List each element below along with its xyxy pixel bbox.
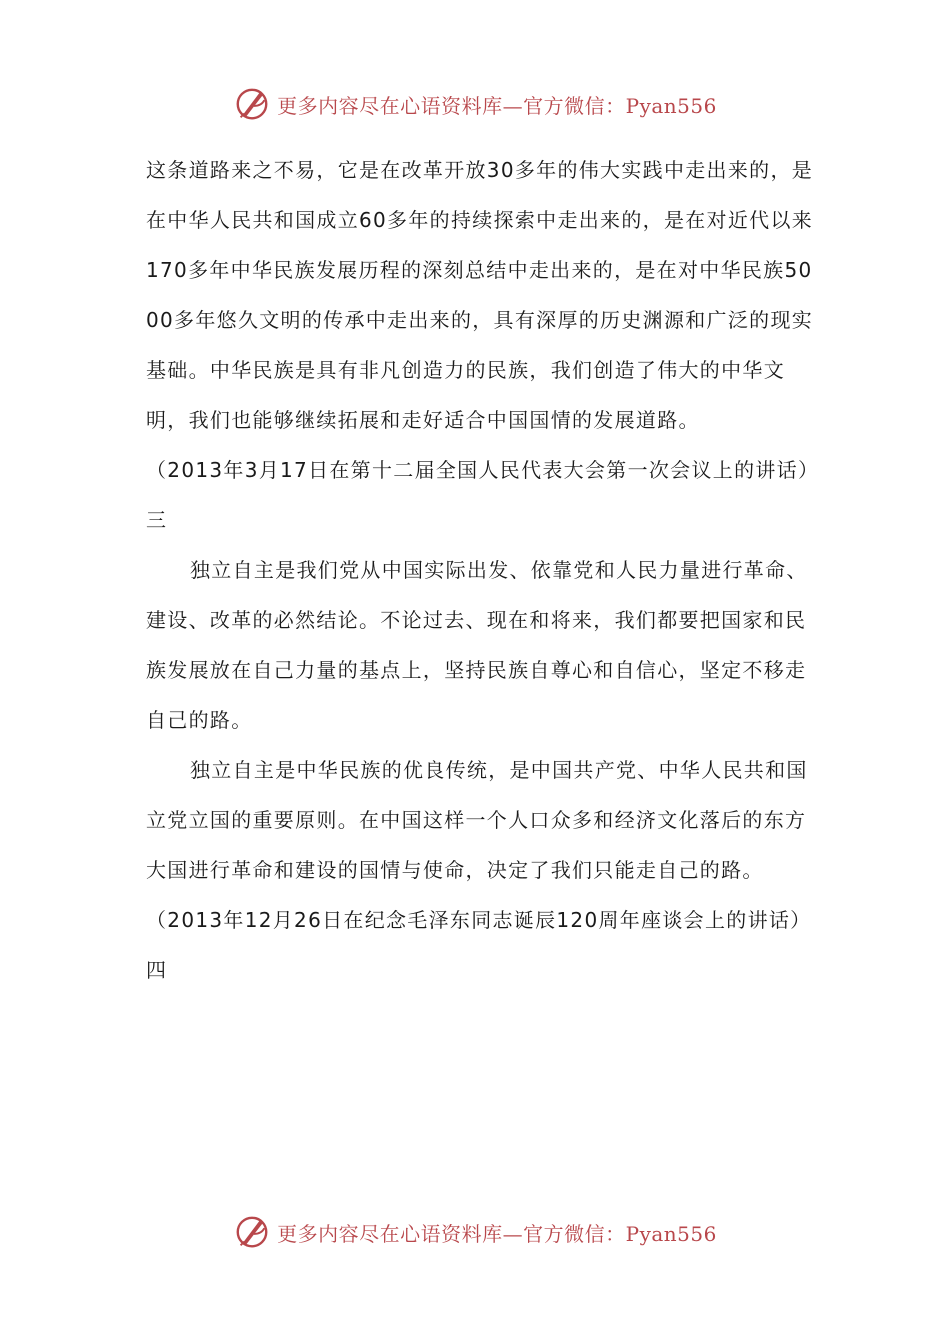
source-citation-2: （2013年12月26日在纪念毛泽东同志诞辰120周年座谈会上的讲话） <box>146 908 812 932</box>
section-heading-3: 三 <box>146 508 168 532</box>
paragraph-road: 这条道路来之不易，它是在改革开放30多年的伟大实践中走出来的，是在中华人民共和国成立60多年的持续探索中走出来的，是在对近代以来170多年中华民族发展历程的深刻总结中走出来的，是在对中华民族5000多年悠久文明的传承中走出来的，具有深厚的历史渊源和广泛的现实基础。中华民族是具有非凡创造力的民族，我们创造了伟大的中华文明，我们也能够继续拓展和走好适合中国国情的发展道路。 <box>146 158 814 432</box>
source-citation-1: （2013年3月17日在第十二届全国人民代表大会第一次会议上的讲话） <box>146 458 820 482</box>
header-banner <box>0 82 950 126</box>
quill-logo-icon <box>233 1213 271 1251</box>
document-body <box>146 145 826 995</box>
footer-banner <box>0 1210 950 1254</box>
quill-logo-icon <box>233 85 271 123</box>
footer-banner-text: 更多内容尽在心语资料库—官方微信：Pyan556 <box>277 1221 717 1246</box>
paragraph-independence-1: 独立自主是我们党从中国实际出发、依靠党和人民力量进行革命、建设、改革的必然结论。不论过去、现在和将来，我们都要把国家和民族发展放在自己力量的基点上，坚持民族自尊心和自信心，坚定不移走自己的路。 <box>146 558 808 732</box>
section-heading-4: 四 <box>146 958 168 982</box>
paragraph-independence-2: 独立自主是中华民族的优良传统，是中国共产党、中华人民共和国立党立国的重要原则。在中国这样一个人口众多和经济文化落后的东方大国进行革命和建设的国情与使命，决定了我们只能走自己的路。 <box>146 758 808 882</box>
header-banner-text: 更多内容尽在心语资料库—官方微信：Pyan556 <box>277 93 717 118</box>
